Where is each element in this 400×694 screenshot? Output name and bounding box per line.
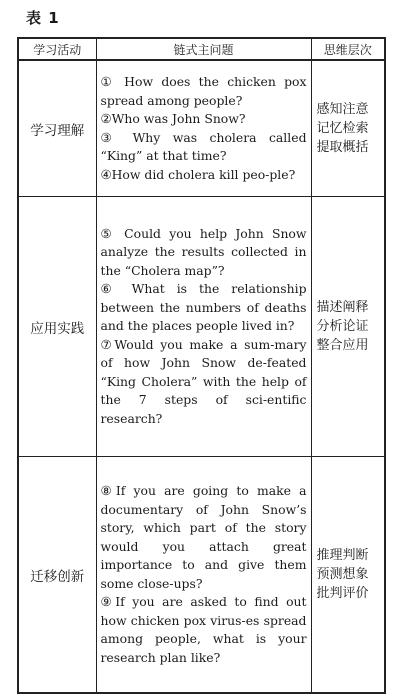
question-item: ⑧If you are going to make a documentary of John Snow’s story, which part of the story would you attach great importance to and give them some close-ups?: [100, 483, 307, 591]
level-item: 预测想象: [316, 567, 369, 582]
thinking-level-cell: [311, 197, 385, 457]
questions-cell: [96, 60, 311, 197]
question-item: ⑦Would you make a sum-mary of how John Snow de-feated “King Cholera” with the help of the 7 steps of sci-entific research?: [100, 336, 307, 426]
activity-cell: 应用实践: [18, 197, 96, 457]
level-item: 推理判断: [316, 548, 369, 563]
level-item: 批判评价: [316, 586, 369, 601]
activity-cell: 迁移创新: [18, 457, 96, 694]
level-item: 整合应用: [316, 338, 369, 353]
table-header-row: [18, 38, 385, 60]
table-row: [18, 457, 385, 694]
question-item: ③ Why was cholera called “King” at that time?: [100, 129, 307, 163]
question-item: ④How did cholera kill peo-ple?: [100, 166, 296, 182]
header-activity: 学习活动: [18, 38, 96, 60]
header-thinking-level: 思维层次: [311, 38, 385, 60]
thinking-level-cell: [311, 457, 385, 694]
level-item: 提取概括: [316, 140, 369, 155]
table-row: [18, 60, 385, 197]
activity-cell: 学习理解: [18, 60, 96, 197]
question-item: ⑤ Could you help John Snow analyze the results collected in the “Cholera map”?: [100, 225, 307, 278]
question-item: ②Who was John Snow?: [100, 111, 246, 126]
questions-cell: [96, 197, 311, 457]
thinking-level-cell: [311, 60, 385, 197]
question-chain-table: [17, 37, 386, 694]
level-item: 记忆检索: [316, 121, 369, 136]
table-caption: 表 1: [26, 9, 60, 27]
questions-cell: [96, 457, 311, 694]
question-item: ① How does the chicken pox spread among people?: [100, 74, 307, 108]
level-item: 感知注意: [316, 102, 369, 117]
level-item: 描述阐释: [316, 300, 369, 315]
level-item: 分析论证: [316, 319, 369, 334]
header-questions: 链式主问题: [96, 38, 311, 60]
question-item: ⑥ What is the relationship between the numbers of deaths and the places people lived in?: [100, 281, 307, 334]
table-row: [18, 197, 385, 457]
question-item: ⑨If you are asked to find out how chicken pox virus-es spread among people, what is your research plan like?: [100, 594, 307, 665]
